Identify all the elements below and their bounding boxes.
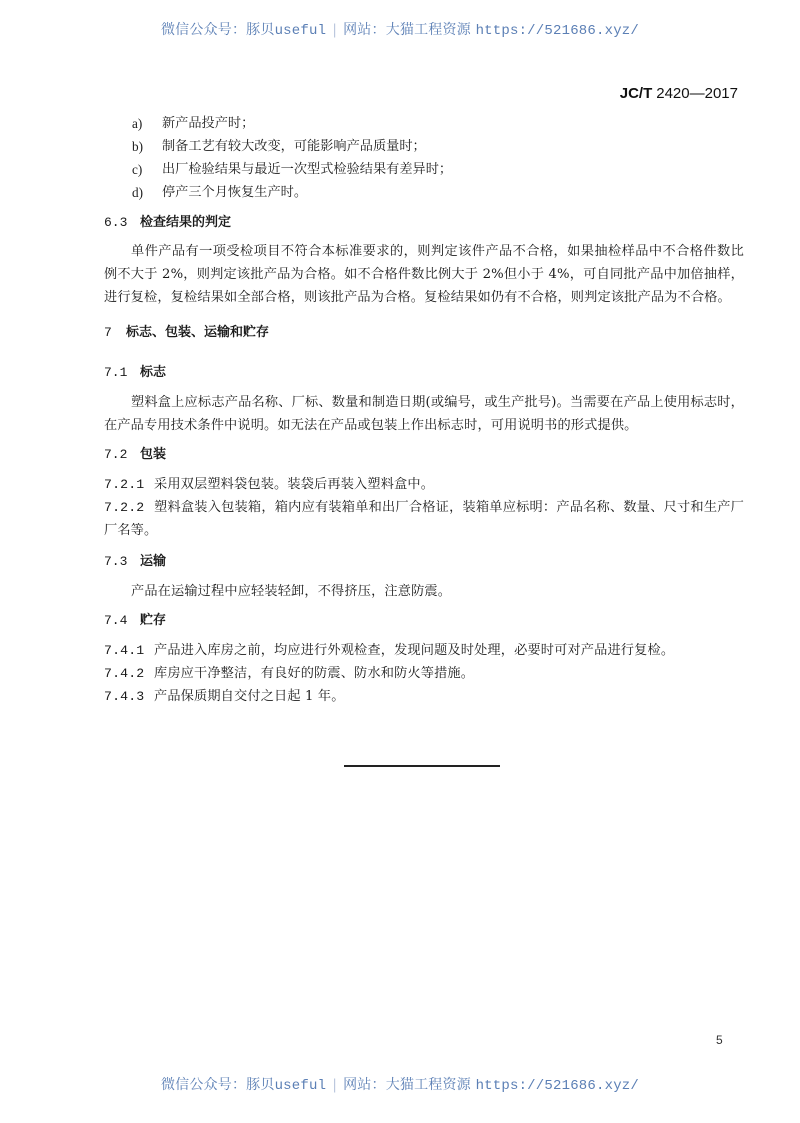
watermark-bottom: [0, 1074, 800, 1094]
watermark-url[interactable]: https://521686.xyz/: [475, 1078, 640, 1094]
end-of-document-rule: [344, 765, 500, 767]
paragraph-7-1: 塑料盒上应标志产品名称、厂标、数量和制造日期(或编号，或生产批号)。当需要在产品上使用标志时，在产品专用技术条件中说明。如无法在产品或包装上作出标志时，可用说明书的形式提供。: [104, 395, 744, 433]
clause-text: 塑料盒装入包装箱，箱内应有装箱单和出厂合格证，装箱单应标明：产品名称、数量、尺寸和生产厂厂名等。: [104, 500, 744, 538]
section-number: 7.2: [104, 447, 128, 462]
clause-text: 产品保质期自交付之日起 1 年。: [154, 689, 345, 704]
clause-7-4-2: [104, 662, 744, 685]
list-text: 停产三个月恢复生产时。: [162, 185, 308, 200]
section-heading-7-1: [104, 361, 744, 384]
watermark-wechat-label: 微信公众号：豚贝: [160, 1077, 275, 1093]
section-number: 7.1: [104, 365, 128, 380]
condition-list: [104, 112, 744, 204]
watermark-site-label: 网站：大猫工程资源: [343, 22, 471, 38]
chapter-heading-7: [104, 321, 744, 344]
watermark-top: [0, 19, 800, 39]
clause-number: 7.2.1: [104, 477, 145, 492]
watermark-url[interactable]: https://521686.xyz/: [475, 23, 640, 39]
watermark-wechat-name: useful: [274, 23, 327, 39]
section-heading-7-4: [104, 609, 744, 632]
clause-number: 7.4.1: [104, 643, 145, 658]
list-text: 新产品投产时；: [162, 116, 255, 131]
clause-7-4-1: [104, 639, 744, 662]
clause-7-2-2: [104, 496, 744, 542]
section-title: 贮存: [140, 613, 167, 628]
paragraph-7-3: 产品在运输过程中应轻装轻卸，不得挤压，注意防震。: [131, 584, 452, 599]
watermark-site-label: 网站：大猫工程资源: [343, 1077, 471, 1093]
section-number: 7.3: [104, 554, 128, 569]
document-body: [104, 112, 744, 708]
clause-number: 7.2.2: [104, 500, 145, 515]
paragraph-6-3: 单件产品有一项受检项目不符合本标准要求的，则判定该件产品不合格，如果抽检样品中不合格件数比例不大于 2%，则判定该批产品为合格。如不合格件数比例大于 2%但小于 4%，可自同批产品中加倍抽样，进行复检，复检结果如全部合格，则该批产品为合格。复检结果如仍有不合格，则判定该批产品为不合格。: [104, 244, 744, 305]
list-item: [132, 135, 744, 158]
clause-text: 产品进入库房之前，均应进行外观检查，发现问题及时处理，必要时可对产品进行复检。: [154, 643, 675, 658]
watermark-separator: |: [332, 22, 338, 38]
list-text: 制备工艺有较大改变，可能影响产品质量时；: [162, 139, 426, 154]
watermark-wechat-name: useful: [274, 1078, 327, 1094]
list-text: 出厂检验结果与最近一次型式检验结果有差异时；: [162, 162, 453, 177]
list-marker: b): [132, 139, 143, 154]
clause-text: 采用双层塑料袋包装。装袋后再装入塑料盒中。: [154, 477, 435, 492]
section-number: 6.3: [104, 215, 128, 230]
list-item: [132, 112, 744, 135]
clause-text: 库房应干净整洁，有良好的防震、防水和防火等措施。: [154, 666, 475, 681]
clause-number: 7.4.3: [104, 689, 145, 704]
section-heading-7-2: [104, 443, 744, 466]
list-marker: c): [132, 162, 143, 177]
chapter-title: 标志、包装、运输和贮存: [126, 325, 270, 340]
clause-7-4-3: [104, 685, 744, 708]
list-item: [132, 181, 744, 204]
section-title: 检查结果的判定: [140, 215, 232, 230]
section-heading-7-3: [104, 550, 744, 573]
chapter-number: 7: [104, 325, 112, 340]
standard-prefix: JC/T: [619, 85, 653, 102]
standard-number: 2420—2017: [656, 85, 738, 102]
page-number: 5: [716, 1033, 723, 1047]
section-title: 运输: [140, 554, 167, 569]
section-heading-6-3: [104, 211, 744, 234]
watermark-separator: |: [332, 1077, 338, 1093]
list-marker: a): [132, 116, 143, 131]
clause-number: 7.4.2: [104, 666, 145, 681]
standard-code: [620, 85, 738, 102]
section-title: 标志: [140, 365, 167, 380]
section-title: 包装: [140, 447, 167, 462]
section-number: 7.4: [104, 613, 128, 628]
list-item: [132, 158, 744, 181]
list-marker: d): [132, 185, 143, 200]
clause-7-2-1: [104, 473, 744, 496]
watermark-wechat-label: 微信公众号：豚贝: [160, 22, 275, 38]
